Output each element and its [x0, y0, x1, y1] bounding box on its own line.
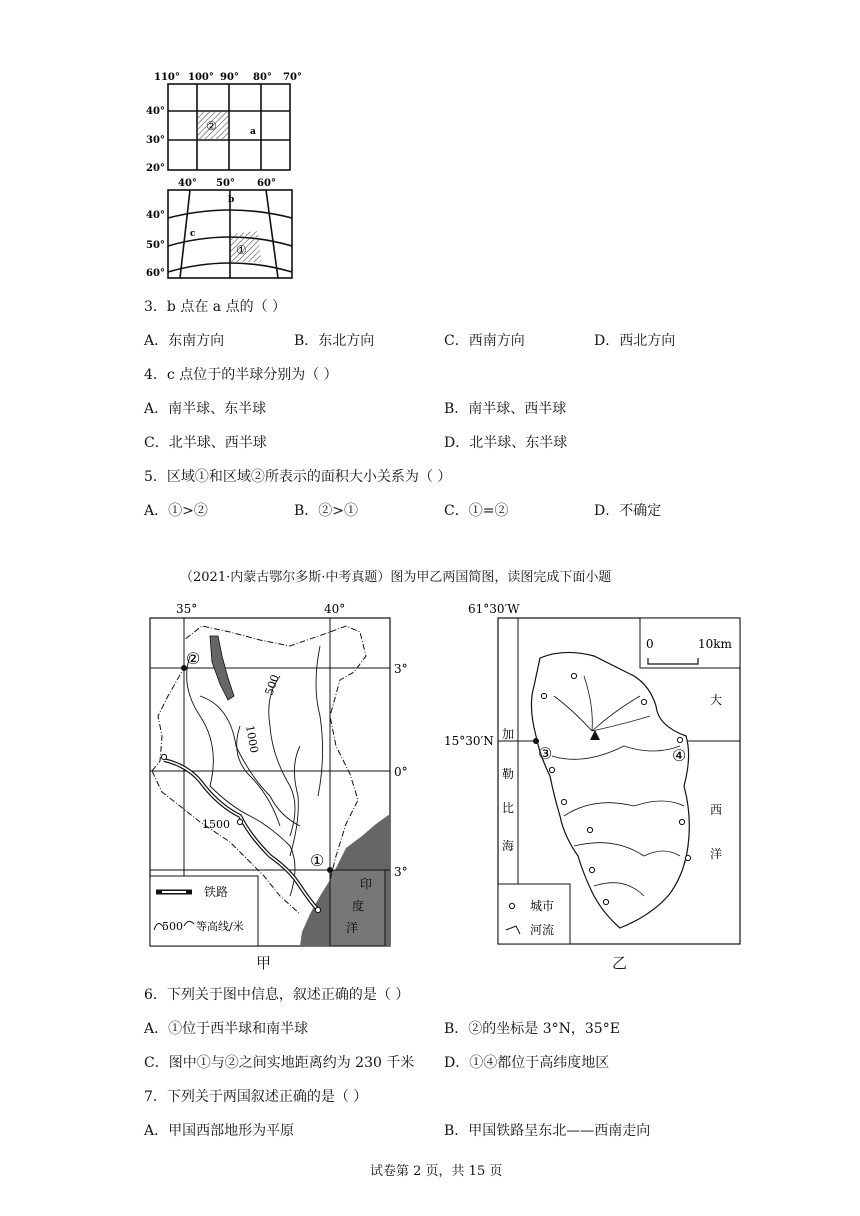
lon-label: 80° — [253, 72, 272, 83]
map-jia — [140, 596, 425, 976]
option-4b: B．南半球、西半球 — [444, 401, 567, 417]
region-1-label: ① — [236, 243, 247, 257]
option-5a: A．①>② — [144, 503, 208, 519]
legend-contour-label: 等高线/米 — [196, 920, 244, 933]
option-7b: B．甲国铁路呈东北——西南走向 — [444, 1123, 651, 1139]
caribbean-label: 海 — [502, 839, 515, 853]
atlantic-label: 洋 — [710, 847, 723, 861]
intro-text: （2021·内蒙古鄂尔多斯·中考真题）图为甲乙两国简图，读图完成下面小题 — [180, 570, 612, 585]
ocean-label: 印 — [360, 877, 373, 891]
lon-label: 110° — [154, 72, 180, 83]
grid-map-bottom — [140, 172, 310, 284]
lat-label: 3° — [394, 865, 408, 879]
legend-contour-value: 500 — [162, 920, 183, 933]
option-6c: C．图中①与②之间实地距离约为 230 千米 — [144, 1055, 415, 1071]
question-3: 3．b 点在 a 点的（ ） — [144, 299, 287, 315]
scale-end: 10km — [698, 637, 732, 651]
grid-map-top — [140, 68, 310, 178]
option-6b: B．②的坐标是 3°N，35°E — [444, 1021, 620, 1037]
region-2-label: ② — [206, 119, 217, 133]
option-3b: B．东北方向 — [294, 333, 375, 349]
lon-label: 100° — [188, 72, 214, 83]
lon-label: 40° — [324, 602, 346, 616]
lat-label: 20° — [146, 163, 165, 174]
point-1-label: ① — [310, 851, 325, 870]
ocean-label: 洋 — [346, 921, 359, 935]
option-7a: A．甲国西部地形为平原 — [144, 1123, 295, 1139]
option-3d: D．西北方向 — [594, 333, 676, 349]
atlantic-label: 西 — [710, 803, 723, 817]
option-5c: C．①=② — [444, 503, 509, 519]
option-6a: A．①位于西半球和南半球 — [144, 1021, 309, 1037]
point-4-label: ④ — [672, 746, 687, 765]
lat-label: 50° — [146, 240, 165, 251]
caribbean-label: 比 — [502, 801, 515, 815]
lat-label: 30° — [146, 135, 165, 146]
contour-label-1500: 1500 — [202, 818, 230, 831]
question-6: 6．下列关于图中信息，叙述正确的是（ ） — [144, 987, 410, 1003]
point-2-label: ② — [186, 649, 201, 668]
lat-label: 3° — [394, 662, 408, 676]
option-3c: C．西南方向 — [444, 333, 525, 349]
point-3-label: ③ — [538, 744, 553, 763]
option-3a: A．东南方向 — [144, 333, 225, 349]
question-4: 4．c 点位于的半球分别为（ ） — [144, 367, 338, 383]
lon-label: 61°30′W — [468, 602, 520, 616]
lon-label: 35° — [176, 602, 198, 616]
contour-label-500: 500 — [262, 672, 283, 698]
option-4a: A．南半球、东半球 — [144, 401, 267, 417]
option-5d: D．不确定 — [594, 503, 662, 519]
page-footer: 试卷第 2 页，共 15 页 — [370, 1164, 503, 1179]
question-5: 5．区域①和区域②所表示的面积大小关系为（ ） — [144, 469, 452, 485]
question-7: 7．下列关于两国叙述正确的是（ ） — [144, 1089, 368, 1105]
atlantic-label: 大 — [710, 693, 723, 707]
lat-label: 0° — [394, 765, 408, 779]
lon-label: 70° — [283, 72, 302, 83]
caribbean-label: 勒 — [502, 767, 515, 781]
option-4c: C．北半球、西半球 — [144, 435, 267, 451]
option-4d: D．北半球、东半球 — [444, 435, 568, 451]
lon-label: 50° — [216, 178, 235, 189]
caribbean-label: 加 — [502, 727, 515, 741]
option-5b: B．②>① — [294, 503, 359, 519]
legend-city-label: 城市 — [530, 899, 555, 913]
legend-river-label: 河流 — [530, 923, 555, 937]
lat-label: 40° — [146, 210, 165, 221]
option-6d: D．①④都位于高纬度地区 — [444, 1055, 610, 1071]
point-c: c — [190, 229, 196, 239]
scale-start: 0 — [646, 637, 654, 651]
legend-rail-label: 铁路 — [204, 885, 229, 899]
ocean-label: 度 — [352, 899, 365, 913]
lon-label: 40° — [178, 178, 197, 189]
map-yi-caption: 乙 — [612, 954, 628, 972]
lat-label: 15°30′N — [444, 734, 494, 748]
lon-label: 90° — [220, 72, 239, 83]
map-yi — [444, 596, 744, 976]
lat-label: 40° — [146, 106, 165, 117]
point-a: a — [250, 127, 256, 137]
contour-label-1000: 1000 — [243, 724, 261, 755]
lon-label: 60° — [257, 178, 276, 189]
lat-label: 60° — [146, 268, 165, 279]
point-b: b — [228, 195, 235, 205]
map-jia-caption: 甲 — [256, 954, 272, 972]
